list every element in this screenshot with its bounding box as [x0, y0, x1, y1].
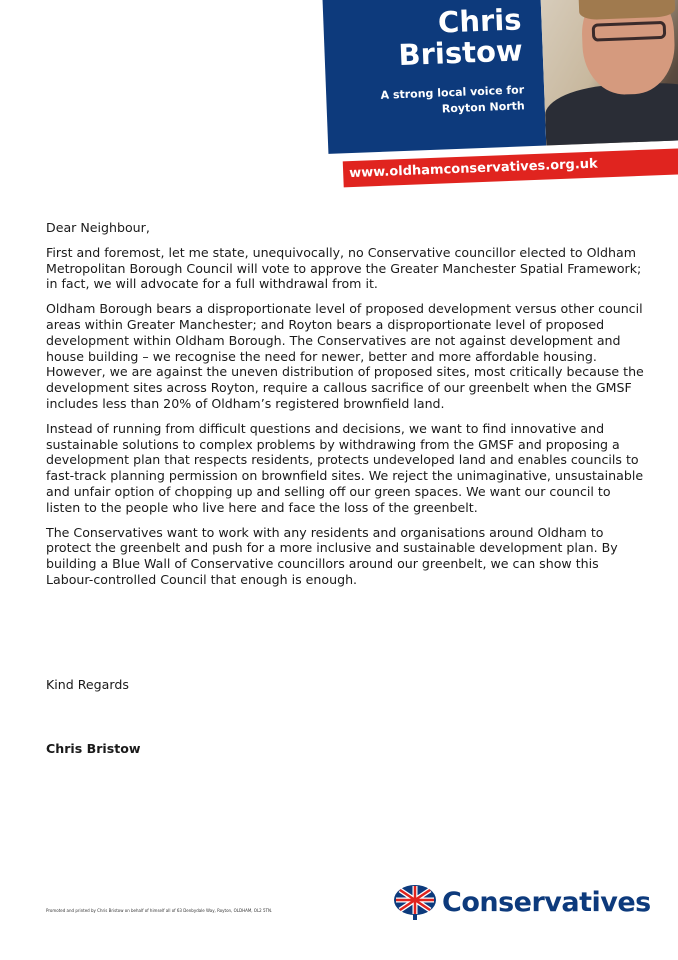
- candidate-header: [322, 0, 678, 182]
- candidate-name: [397, 4, 523, 71]
- tagline-line-1: A strong local voice for: [380, 83, 525, 102]
- tagline-line-2: Royton North: [441, 99, 525, 116]
- website-banner: www.oldhamconservatives.org.uk: [343, 147, 678, 188]
- name-line-2: Bristow: [397, 33, 524, 73]
- conservatives-logo: [392, 882, 651, 922]
- paragraph: First and foremost, let me state, unequivocally, no Conservative councillor elected to Oldham Metropolitan Borough Council will vote to approve the Greater Manchester Spatial Framework; in fact, we will advocate for a full withdrawal from it.: [46, 244, 642, 292]
- greeting: Dear Neighbour,: [46, 220, 150, 235]
- closing: Kind Regards: [46, 677, 129, 692]
- tree-logo-icon: [392, 882, 438, 922]
- name-line-1: Chris: [437, 2, 523, 40]
- signature: Chris Bristow: [46, 741, 141, 756]
- candidate-photo: [540, 0, 678, 146]
- imprint: Promoted and printed by Chris Bristow on behalf of himself all of 63 Denbydale Way, Royton, OLDHAM, OL2 5TN.: [46, 908, 273, 913]
- candidate-tagline: [380, 82, 525, 119]
- candidate-panel: [322, 0, 546, 154]
- paragraph: Instead of running from difficult questions and decisions, we want to find innovative and sustainable solutions to complex problems by withdrawing from the GMSF and proposing a development plan that respects residents, protects undeveloped land and enables councils to fast-track planning permission on brownfield sites. We reject the unimaginative, unsustainable and unfair option of chopping up and selling off our green spaces. We want our council to listen to the people who live here and face the loss of the greenbelt.: [46, 420, 644, 515]
- letter-body: [46, 220, 646, 597]
- paragraph: The Conservatives want to work with any residents and organisations around Oldham to protect the greenbelt and push for a more inclusive and sustainable development plan. By building a Blue Wall of Conservative councillors around our greenbelt, we can show this Labour-controlled Council that enough is enough.: [46, 524, 618, 587]
- logo-text: Conservatives: [442, 886, 651, 918]
- paragraph: Oldham Borough bears a disproportionate level of proposed development versus other council areas within Greater Manchester; and Royton bears a disproportionate level of proposed development within Oldham Borough. The Conservatives are not against development and house building – we recognise the need for newer, better and more affordable housing. However, we are against the uneven distribution of proposed sites, most critically because the development sites across Royton, require a callous sacrifice of our greenbelt when the GMSF includes less than 20% of Oldham’s registered brownfield land.: [46, 301, 644, 411]
